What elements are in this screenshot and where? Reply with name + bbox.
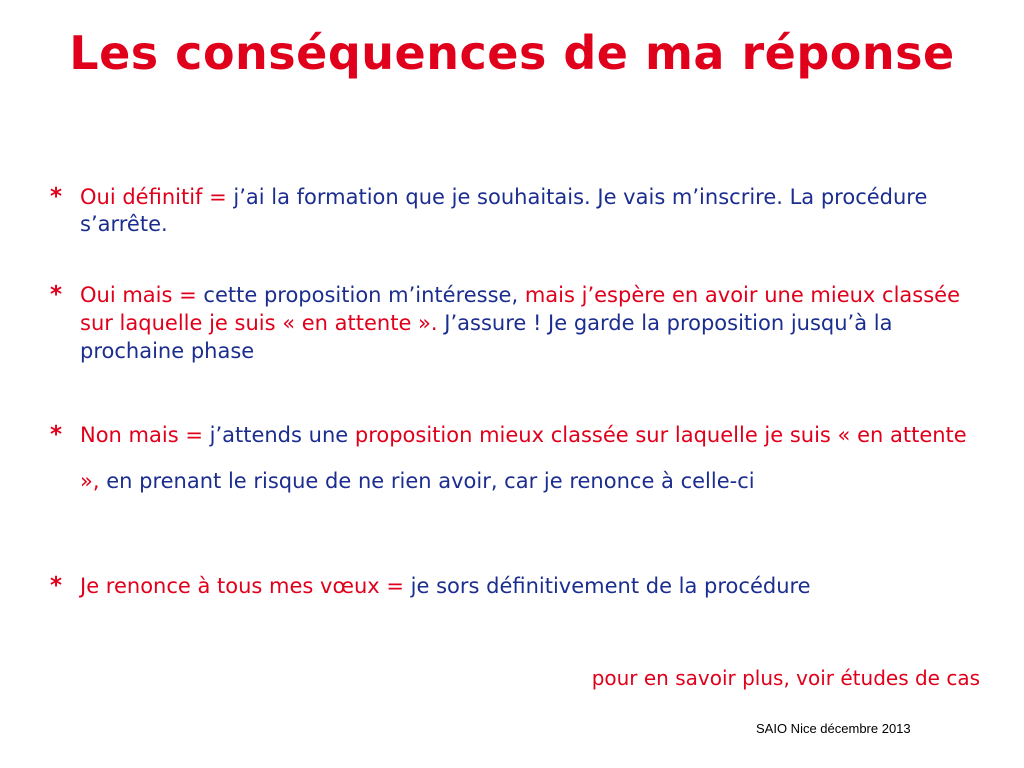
bullet-body: je sors définitivement de la procédure: [410, 574, 811, 598]
bullet-body: J’assure ! Je garde la proposition jusqu’à la prochaine phase: [80, 311, 893, 363]
bullet-text: [80, 562, 980, 610]
bullet-marker: *: [50, 573, 63, 599]
bullet-emphasis: mais j’espère en avoir une mieux classée sur laquelle je suis « en attente ».: [80, 283, 961, 335]
bullet-label: Oui mais =: [80, 283, 197, 307]
bullet-label: Oui définitif =: [80, 185, 227, 209]
bullet-marker: *: [50, 184, 63, 210]
bullet-body: j’attends une: [209, 423, 349, 447]
see-case-studies-note: pour en savoir plus, voir études de cas: [591, 666, 980, 690]
bullet-non-mais: [50, 412, 980, 504]
bullet-marker: *: [50, 422, 63, 448]
bullet-body: j’ai la formation que je souhaitais. Je vais m’inscrire. La procédure s’arrête.: [80, 185, 928, 236]
bullet-je-renonce: [50, 562, 980, 610]
bullet-body: en prenant le risque de ne rien avoir, car je renonce à celle-ci: [106, 469, 755, 493]
bullet-text: [80, 412, 980, 504]
bullet-marker: *: [50, 282, 63, 308]
bullet-text: [80, 281, 980, 365]
bullet-label: Non mais =: [80, 423, 203, 447]
bullet-oui-mais: [50, 281, 980, 365]
bullet-oui-definitif: [50, 184, 980, 238]
bullet-emphasis: proposition mieux classée sur laquelle je suis « en attente »,: [80, 423, 967, 493]
footer-credit: SAIO Nice décembre 2013: [756, 721, 911, 736]
bullet-body: cette proposition m’intéresse,: [203, 283, 519, 307]
slide-title: Les conséquences de ma réponse: [69, 26, 955, 80]
bullet-text: [80, 184, 980, 238]
bullet-label: Je renonce à tous mes vœux =: [80, 574, 404, 598]
